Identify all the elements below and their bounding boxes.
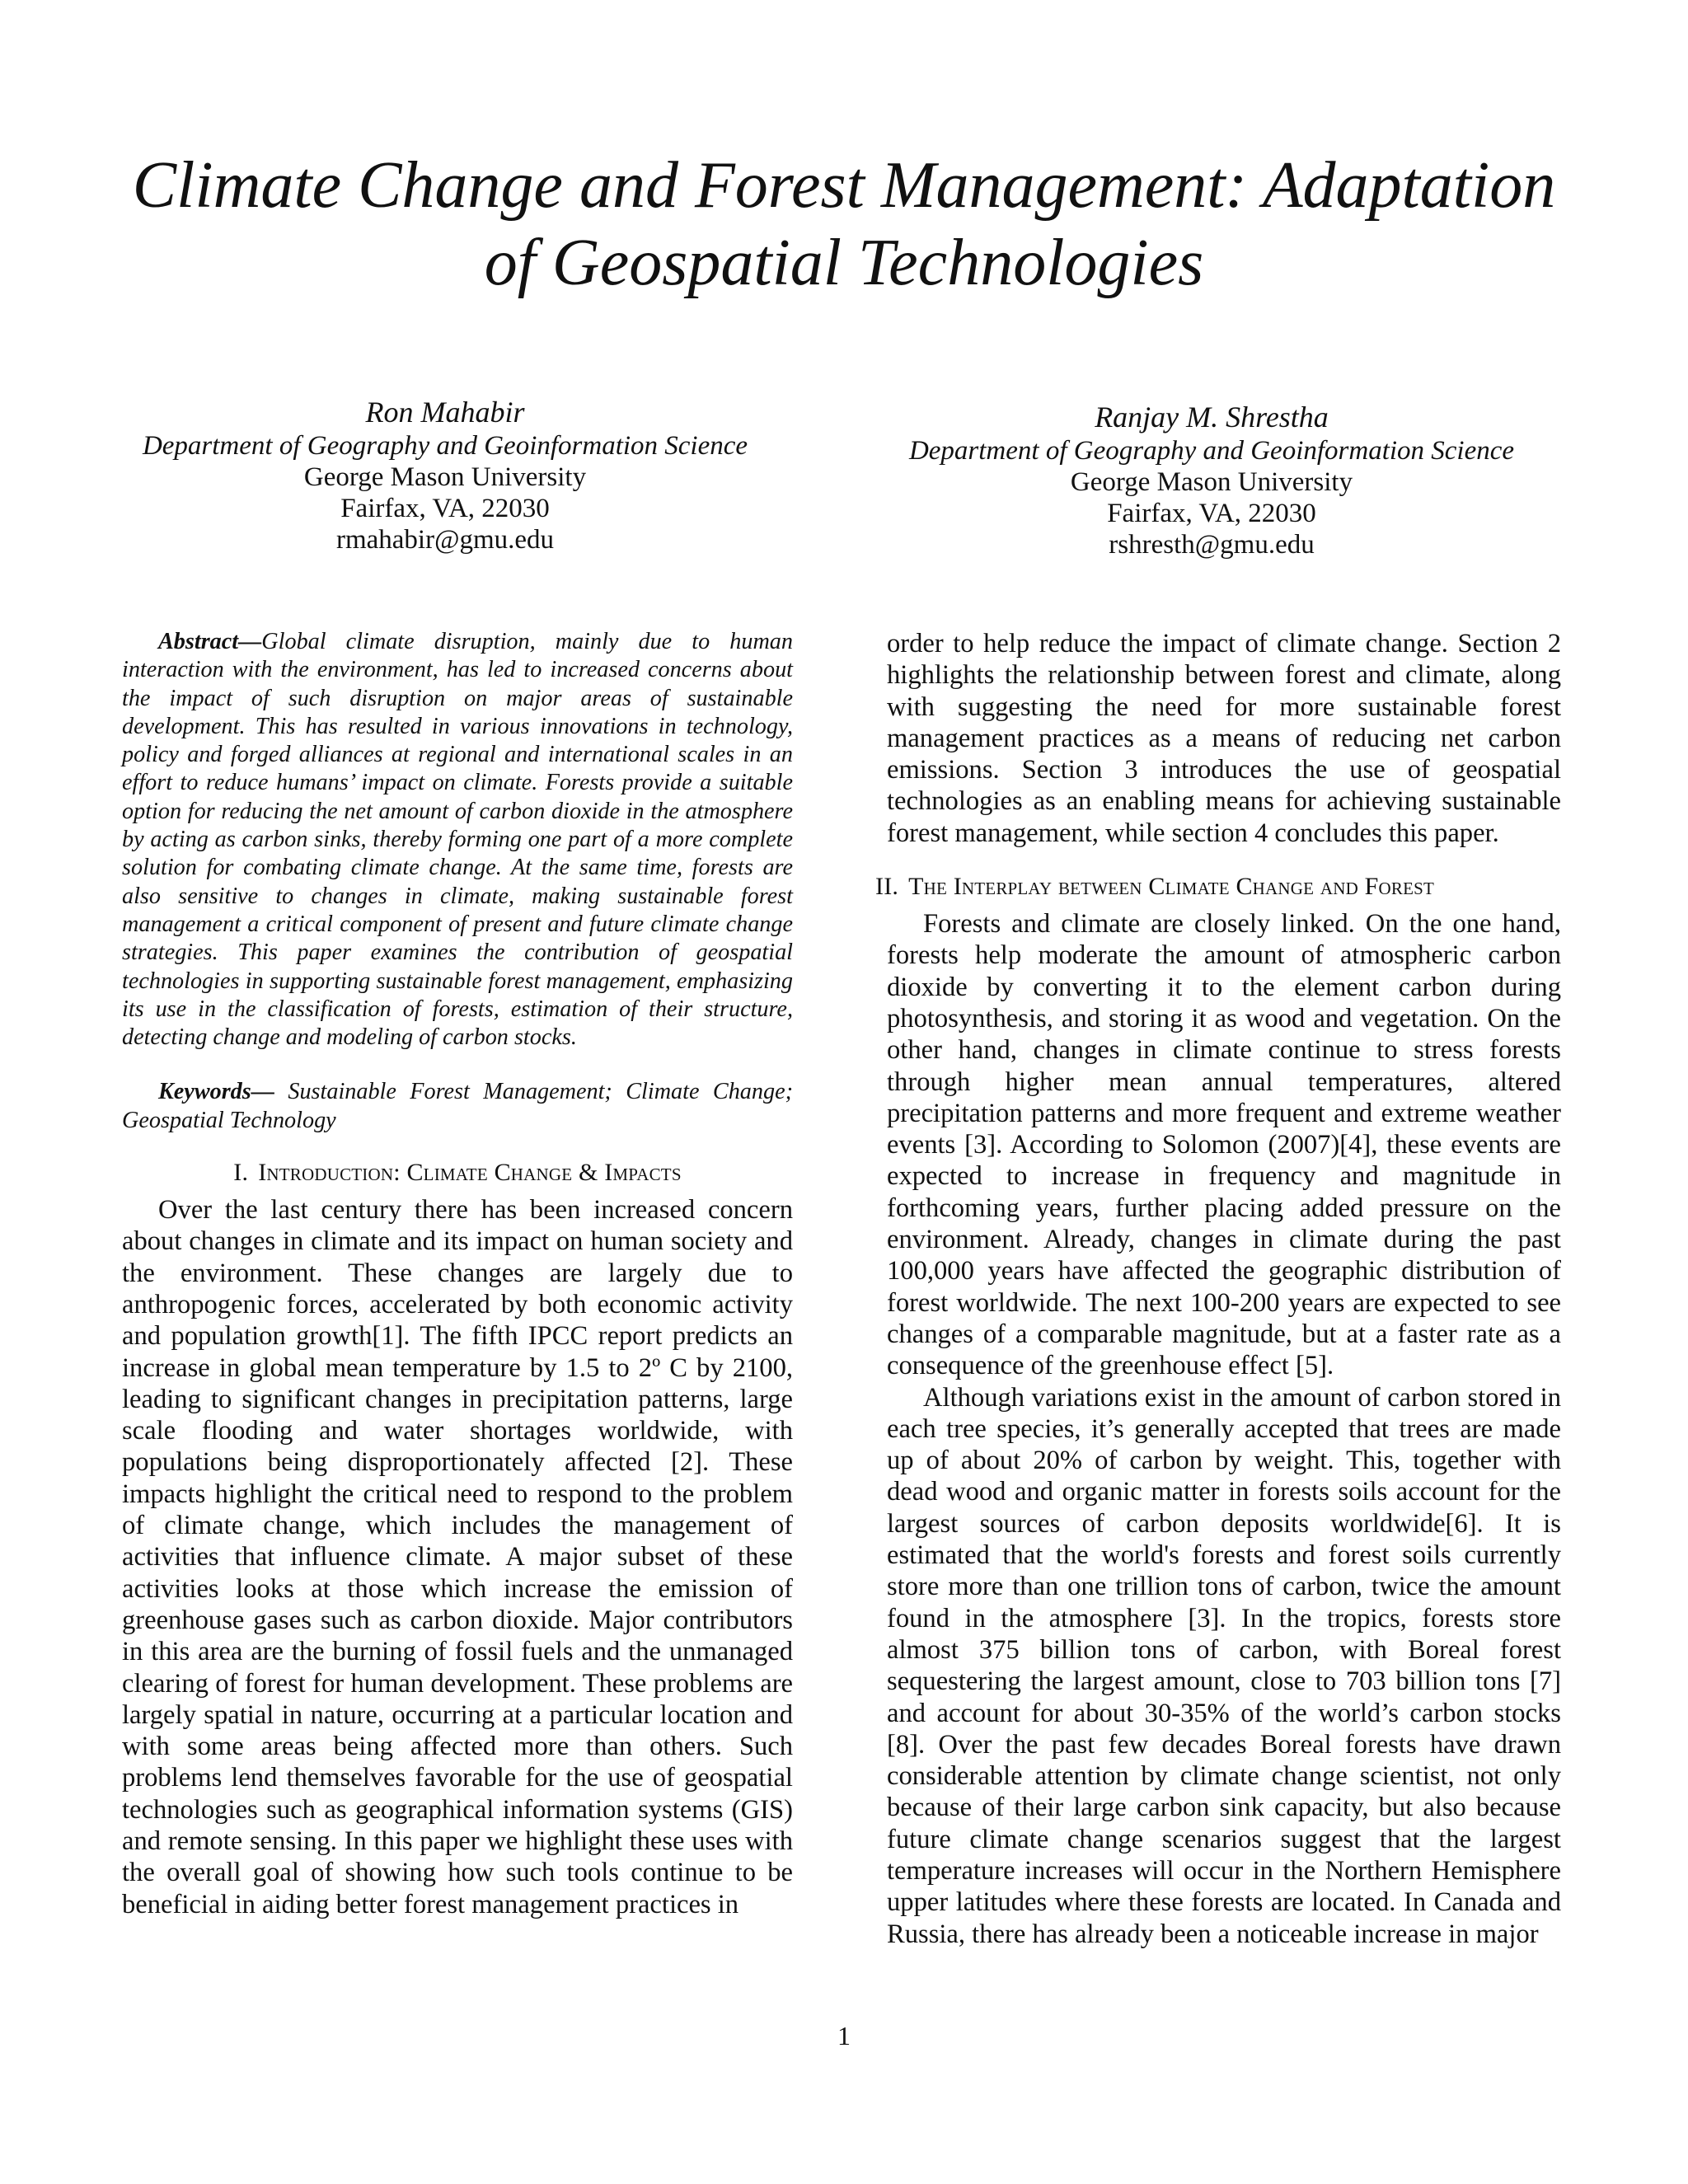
author-department: Department of Geography and Geoinformation Science	[142, 431, 748, 461]
author-email: rmahabir@gmu.edu	[335, 525, 555, 555]
section-number: I.	[233, 1159, 249, 1187]
left-column	[122, 628, 793, 1920]
abstract-label: Abstract—	[158, 629, 262, 654]
author-email: rshresth@gmu.edu	[1109, 530, 1315, 560]
section-heading-1	[122, 1156, 793, 1189]
abstract	[122, 628, 793, 1052]
keywords	[122, 1078, 793, 1135]
section-heading-2	[875, 870, 1561, 903]
author-address: Fairfax, VA, 22030	[1107, 499, 1316, 528]
section-1-paragraph-1-continued: order to help reduce the impact of climate change. Section 2 highlights the relationship between forest and climate, along with suggesting the need for more sustainable forest management practices as a means of reducing net carbon emissions. Section 3 introduces the use of geospatial technologies as an enabling means for achieving sustainable forest management, while section 4 concludes this paper.	[887, 629, 1561, 848]
author-university: George Mason University	[303, 462, 587, 492]
author-university: George Mason University	[1070, 467, 1353, 497]
author-name: Ron Mahabir	[365, 396, 525, 429]
section-1-paragraph-1: Over the last century there has been increased concern about changes in climate and its impact on human society and the environment. These changes are largely due to anthropogenic forces, accelerated by both economic activity and population growth[1]. The fifth IPCC report predicts an increase in global mean temperature by 1.5 to 2º C by 2100, leading to significant changes in precipitation patterns, large scale flooding and water shortages worldwide, with populations being disproportionately affected [2]. These impacts highlight the critical need to respond to the problem of climate change, which includes the management of activities that influence climate. A major subset of these activities looks at those which increase the emission of greenhouse gases such as carbon dioxide. Major contributors in this area are the burning of fossil fuels and the unmanaged clearing of forest for human development. These problems are largely spatial in nature, occurring at a particular location and with some areas being affected more than others. Such problems lend themselves favorable for the use of geospatial technologies such as geographical information systems (GIS) and remote sensing. In this paper we highlight these uses with the overall goal of showing how such tools continue to be beneficial in aiding better forest management practices in	[122, 1195, 793, 1919]
author-block-1	[115, 394, 775, 555]
keywords-label: Keywords—	[158, 1079, 274, 1105]
paper-title-line-1: Climate Change and Forest Management: Adaptation	[132, 149, 1556, 222]
page-number: 1	[837, 2021, 851, 2050]
section-title: The Interplay between Climate Change and Forest	[908, 873, 1435, 901]
paper-title-line-2: of Geospatial Technologies	[484, 227, 1204, 299]
section-number: II.	[875, 873, 899, 901]
author-block-2	[849, 399, 1574, 560]
abstract-text: Global climate disruption, mainly due to human interaction with the environment, has led to increased concerns about the impact of such disruption on major areas of sustainable development. This has resulted in various innovations in technology, policy and forged alliances at regional and international scales in an effort to reduce humans’ impact on climate. Forests provide a suitable option for reducing the net amount of carbon dioxide in the atmosphere by acting as carbon sinks, thereby forming one part of a more complete solution for combating climate change. At the same time, forests are also sensitive to changes in climate, making sustainable forest management a critical component of present and future climate change strategies. This paper examines the contribution of geospatial technologies in supporting sustainable forest management, emphasizing its use in the classification of forests, estimation of their structure, detecting change and modeling of carbon stocks.	[122, 629, 793, 1051]
section-2-paragraph-2: Although variations exist in the amount of carbon stored in each tree species, it’s generally accepted that trees are made up of about 20% of carbon by weight. This, together with dead wood and organic matter in forests soils account for the largest sources of carbon deposits worldwide[6]. It is estimated that the world's forests and forest soils currently store more than one trillion tons of carbon, twice the amount found in the atmosphere [3]. In the tropics, forests store almost 375 billion tons of carbon, with Boreal forest sequestering the largest amount, close to 703 billion tons [7] and account for about 30-35% of the world’s carbon stocks [8]. Over the past few decades Boreal forests have drawn considerable attention by climate change scientist, not only because of their large carbon sink capacity, but also because future climate change scenarios suggest that the largest temperature increases will occur in the Northern Hemisphere upper latitudes where these forests are located. In Canada and Russia, there has already been a noticeable increase in major	[887, 1382, 1561, 1949]
keywords-text: Sustainable Forest Management; Climate Change; Geospatial Technology	[122, 1079, 793, 1133]
section-title: Introduction: Climate Change & Impacts	[258, 1159, 682, 1187]
author-address: Fairfax, VA, 22030	[340, 494, 550, 523]
paper-title	[82, 147, 1606, 302]
right-column	[875, 628, 1561, 1950]
section-2-paragraph-1: Forests and climate are closely linked. On the one hand, forests help moderate the amount of atmospheric carbon dioxide by converting it to the element carbon during photosynthesis, and storing it as wood and vegetation. On the other hand, changes in climate continue to stress forests through higher mean annual temperatures, altered precipitation patterns and more frequent and extreme weather events [3]. According to Solomon (2007)[4], these events are expected to increase in frequency and magnitude in forthcoming years, further placing added pressure on the environment. Already, changes in climate during the past 100,000 years have affected the geographic distribution of forest worldwide. The next 100-200 years are expected to see changes of a comparable magnitude, but at a faster rate as a consequence of the greenhouse effect [5].	[887, 909, 1561, 1381]
author-department: Department of Geography and Geoinformation Science	[908, 436, 1515, 466]
author-name: Ranjay M. Shrestha	[1095, 401, 1329, 434]
